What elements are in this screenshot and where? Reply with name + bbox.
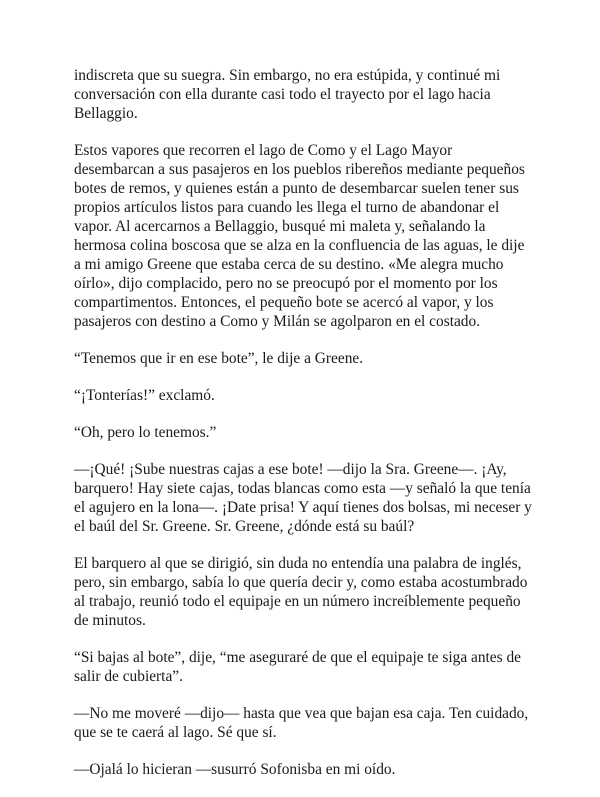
paragraph-1: indiscreta que su suegra. Sin embargo, no era estúpida, y continué mi conversación con ella durante casi todo el trayecto por el lago hacia Bellaggio. — [74, 67, 501, 122]
paragraph-4: “¡Tonterías!” exclamó. — [74, 387, 215, 404]
paragraph-7: El barquero al que se dirigió, sin duda no entendía una palabra de inglés, pero, sin embargo, sabía lo que quería decir y, como estaba acostumbrado al trabajo, reunió todo el equipaje en un número increíblemente pequeño de minutos. — [74, 555, 528, 629]
document-page — [74, 66, 532, 797]
paragraph-6: —¡Qué! ¡Sube nuestras cajas a ese bote! —dijo la Sra. Greene—. ¡Ay, barquero! Hay siete cajas, todas blancas como esta —y señaló la que tenía el agujero en la lona—. ¡Date prisa! Y aquí tienes dos bolsas, mi neceser y el baúl del Sr. Greene. Sr. Greene, ¿dónde está su baúl? — [74, 461, 532, 535]
paragraph-8: “Si bajas al bote”, dije, “me aseguraré de que el equipaje te siga antes de salir de cubierta”. — [74, 649, 521, 685]
paragraph-9: —No me moveré —dijo— hasta que vea que bajan esa caja. Ten cuidado, que se te caerá al lago. Sé que sí. — [74, 705, 529, 741]
paragraph-3: “Tenemos que ir en ese bote”, le dije a Greene. — [74, 350, 364, 367]
paragraph-2: Estos vapores que recorren el lago de Como y el Lago Mayor desembarcan a sus pasajeros en los pueblos ribereños mediante pequeños botes de remos, y quienes están a punto de desembarcar suelen tener sus propios artículos listos para cuando les llega el turno de abandonar el vapor. Al acercarnos a Bellaggio, busqué mi maleta y, señalando la hermosa colina boscosa que se alza en la confluencia de las aguas, le dije a mi amigo Greene que estaba cerca de su destino. «Me alegra mucho oírlo», dijo complacido, pero no se preocupó por el momento por los compartimentos. Entonces, el pequeño bote se acercó al vapor, y los pasajeros con destino a Como y Milán se agolparon en el costado. — [74, 142, 525, 330]
paragraph-5: “Oh, pero lo tenemos.” — [74, 424, 217, 441]
paragraph-10: —Ojalá lo hicieran —susurró Sofonisba en mi oído. — [74, 761, 396, 778]
